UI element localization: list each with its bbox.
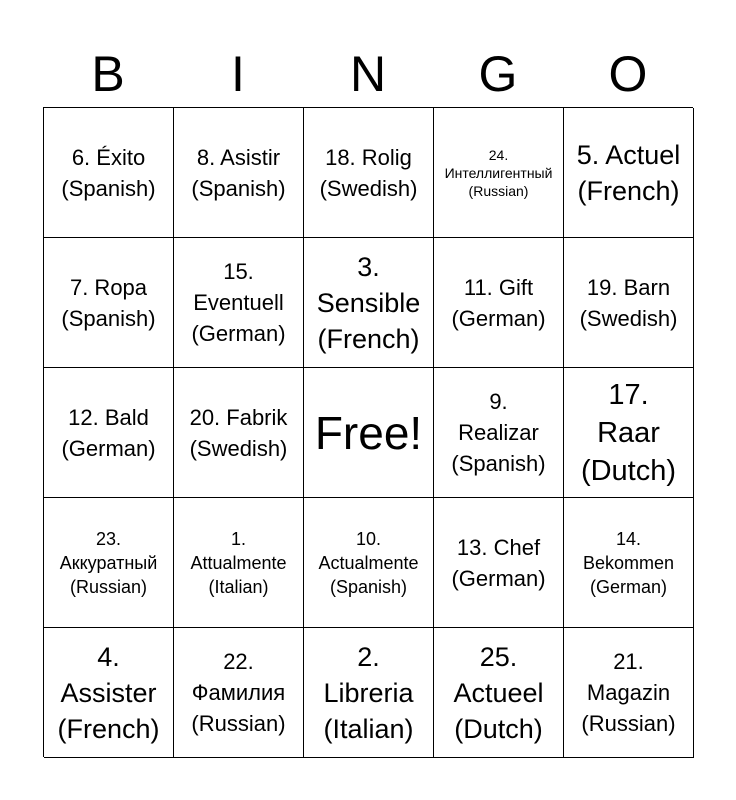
header-letter-g: G: [478, 46, 518, 102]
cell-text: 22. Фамилия (Russian): [191, 649, 286, 736]
cell-text: 8. Asistir (Spanish): [191, 144, 286, 201]
cell-text: 23. Аккуратный (Russian): [59, 528, 158, 597]
header-letter-o: O: [608, 46, 648, 102]
bingo-cell: [174, 498, 304, 628]
bingo-cell: [564, 628, 694, 758]
bingo-cell: [434, 628, 564, 758]
cell-text: 12. Bald (German): [61, 404, 156, 461]
bingo-cell: [564, 238, 694, 368]
bingo-cell: [44, 498, 174, 628]
bingo-cell: [434, 498, 564, 628]
cell-text: 21. Magazin (Russian): [581, 649, 676, 736]
bingo-cell: [44, 108, 174, 238]
cell-text: 1. Attualmente (Italian): [190, 528, 287, 597]
bingo-cell: [304, 628, 434, 758]
bingo-cell: [44, 628, 174, 758]
cell-text: 18. Rolig (Swedish): [319, 144, 418, 201]
bingo-cell: [304, 238, 434, 368]
header-letter-b: B: [91, 46, 125, 102]
cell-text: 11. Gift (German): [451, 274, 546, 331]
cell-text: 24. Интеллигентный (Russian): [444, 146, 553, 199]
bingo-cell: [564, 368, 694, 498]
free-space: [304, 368, 434, 498]
bingo-cell: [44, 368, 174, 498]
bingo-cell: [304, 108, 434, 238]
cell-text: 14. Bekommen (German): [582, 528, 675, 597]
cell-text: 19. Barn (Swedish): [579, 274, 678, 331]
bingo-cell: [174, 368, 304, 498]
cell-text: 3. Sensible (French): [316, 251, 421, 354]
bingo-cell: [564, 498, 694, 628]
bingo-cell: [434, 108, 564, 238]
bingo-cell: [434, 368, 564, 498]
cell-text: 9. Realizar (Spanish): [451, 389, 546, 476]
cell-text: 4. Assister (French): [57, 641, 160, 744]
bingo-cell: [174, 238, 304, 368]
bingo-cell: [304, 498, 434, 628]
bingo-header: [43, 40, 693, 108]
cell-text: 13. Chef (German): [451, 534, 546, 591]
cell-text: 10. Actualmente (Spanish): [318, 528, 419, 597]
cell-text: 17. Raar (Dutch): [580, 378, 677, 487]
header-letter-n: N: [349, 46, 387, 102]
free-space-text: Free!: [314, 406, 423, 459]
bingo-cell: [564, 108, 694, 238]
cell-text: 5. Actuel (French): [576, 139, 681, 206]
bingo-cell: [434, 238, 564, 368]
bingo-cell: [44, 238, 174, 368]
header-letter-i: I: [231, 46, 245, 102]
cell-text: 6. Éxito (Spanish): [61, 144, 156, 201]
cell-text: 20. Fabrik (Swedish): [189, 404, 288, 461]
cell-text: 25. Actueel (Dutch): [453, 641, 544, 744]
cell-text: 15. Eventuell (German): [191, 259, 286, 346]
cell-text: 2. Libreria (Italian): [323, 641, 414, 744]
bingo-cell: [174, 108, 304, 238]
bingo-cell: [174, 628, 304, 758]
bingo-board: [43, 107, 693, 757]
cell-text: 7. Ropa (Spanish): [61, 274, 156, 331]
